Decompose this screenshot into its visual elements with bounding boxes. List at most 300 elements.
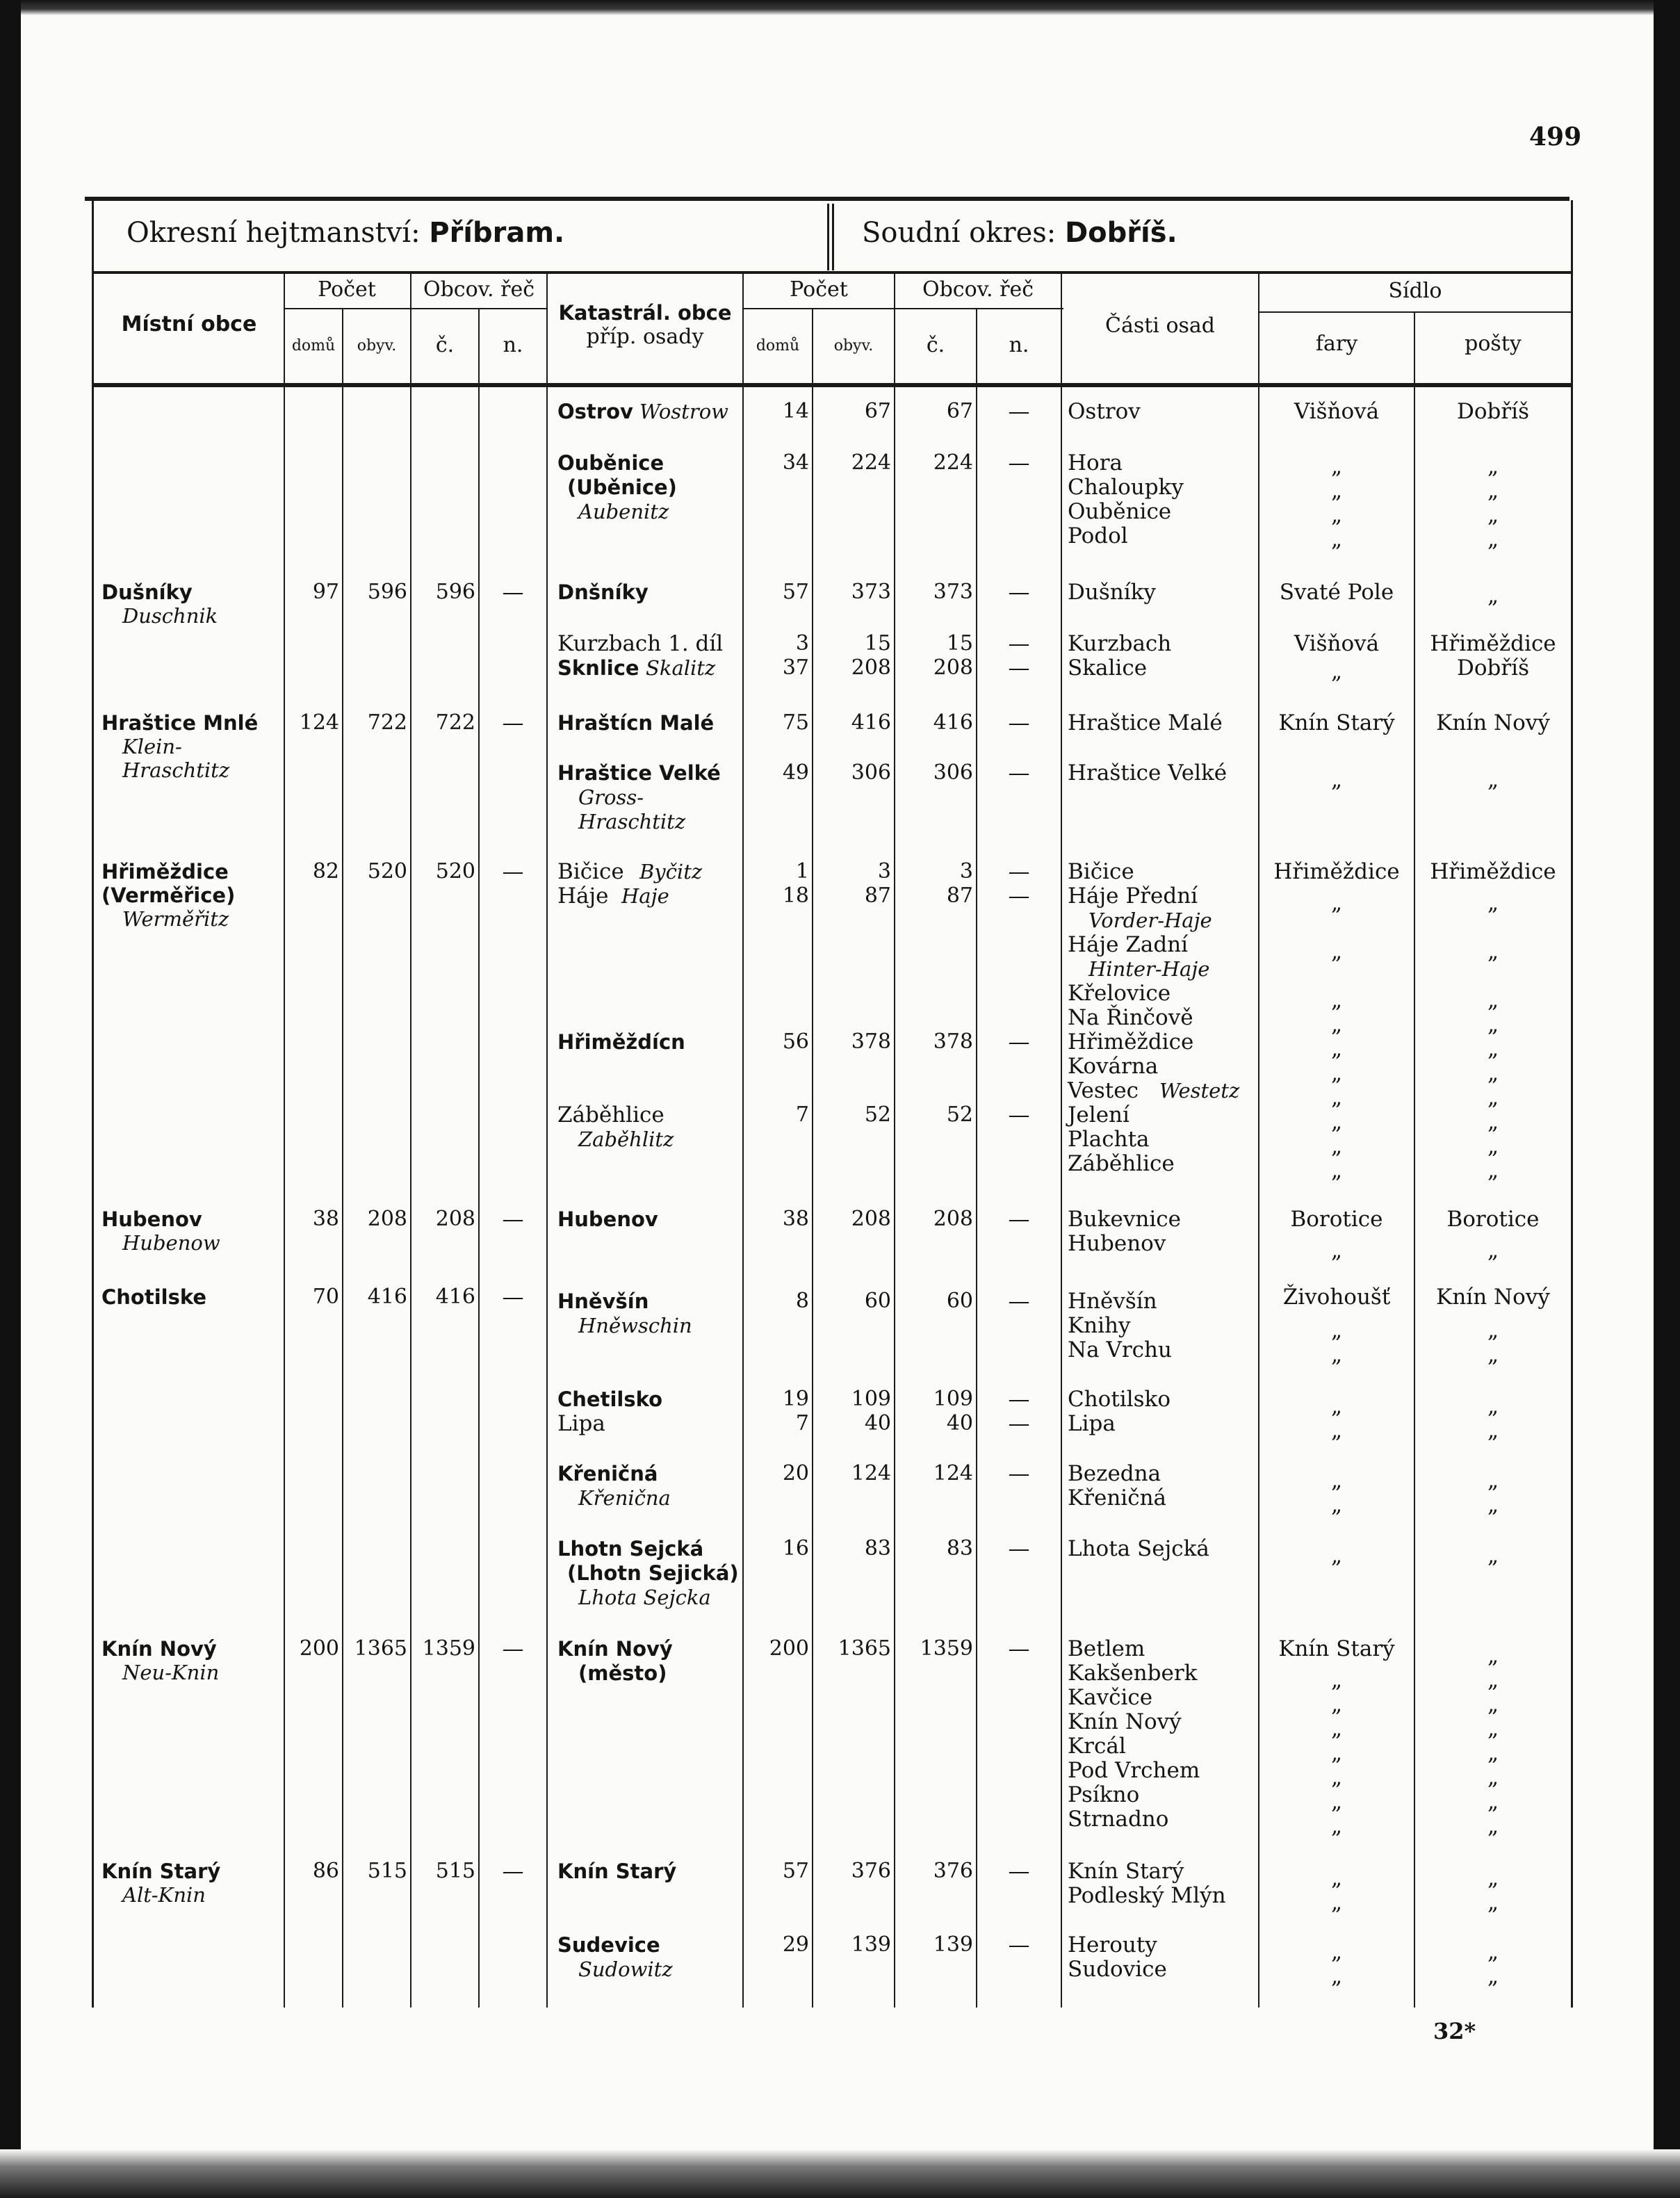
- cell-kdomu: 57: [782, 580, 809, 604]
- cell-kobyv: 15: [864, 631, 891, 656]
- cell-posty: „: [1487, 503, 1499, 528]
- cell-posty: Knín Nový: [1436, 1285, 1550, 1310]
- cell-casti: Knín Starý: [1068, 1859, 1184, 1884]
- cell-kc: 52: [946, 1102, 973, 1127]
- cell-casti: Bezedna: [1068, 1461, 1161, 1486]
- cell-posty: „: [1487, 1643, 1499, 1668]
- cell-casti: Hora: [1068, 450, 1123, 475]
- col-header-obcov-rec: Obcov. řeč: [423, 277, 535, 302]
- col-header-fary: fary: [1315, 332, 1358, 356]
- cell-fary: „: [1330, 1890, 1343, 1915]
- cell-kn: —: [1008, 760, 1030, 785]
- cell-casti2: Westetz: [1159, 1079, 1240, 1102]
- cell-casti: Háje Přední: [1068, 884, 1198, 909]
- cell-oobyv: 1365: [354, 1636, 407, 1661]
- cell-posty: „: [1487, 1814, 1499, 1839]
- cell-casti: Vestec: [1068, 1078, 1139, 1103]
- cell-kdomu: 1: [795, 859, 809, 884]
- cell-casti: Knihy: [1068, 1313, 1131, 1338]
- cell-kat: (Lhotn Sejická): [567, 1561, 739, 1585]
- cell-kdomu: 37: [782, 656, 809, 680]
- cell-kat: Hněwschin: [578, 1314, 692, 1337]
- cell-on: —: [502, 1207, 524, 1232]
- cell-kdomu: 200: [769, 1636, 809, 1661]
- cell-posty: „: [1487, 527, 1499, 552]
- cell-posty: „: [1487, 1468, 1499, 1493]
- cell-fary: „: [1330, 1342, 1343, 1367]
- cell-posty: „: [1487, 1939, 1499, 1964]
- cell-casti: Kavčice: [1068, 1685, 1153, 1710]
- cell-casti: Vorder-Haje: [1088, 909, 1212, 932]
- cell-kc: 40: [946, 1411, 973, 1435]
- cell-on: —: [502, 580, 524, 605]
- cell-posty: Knín Nový: [1436, 710, 1550, 735]
- cell-fary: „: [1330, 1741, 1343, 1766]
- cell-posty: „: [1487, 1964, 1499, 1989]
- cell-kat: Křeničná: [557, 1462, 658, 1485]
- cell-fary: „: [1330, 767, 1343, 792]
- cell-casti: Hubenov: [1068, 1231, 1166, 1256]
- col-header-posty: pošty: [1465, 332, 1522, 356]
- cell-casti: Bičice: [1068, 859, 1134, 884]
- cell-casti: Lhota Sejcká: [1068, 1536, 1209, 1561]
- cell-kobyv: 60: [864, 1289, 891, 1313]
- cell-kdomu: 18: [782, 884, 809, 908]
- scan-edge-left: [0, 0, 21, 2198]
- cell-kat2: Wostrow: [639, 400, 728, 423]
- cell-fary: „: [1330, 1814, 1343, 1839]
- cell-posty: „: [1487, 1492, 1499, 1517]
- cell-kn: —: [1008, 1102, 1030, 1128]
- cell-kdomu: 8: [795, 1289, 809, 1313]
- cell-posty: „: [1487, 1394, 1499, 1419]
- cell-casti: Knín Nový: [1068, 1709, 1182, 1734]
- cell-fary: „: [1330, 988, 1343, 1013]
- cell-kat: Lipa: [557, 1411, 605, 1436]
- cell-fary: „: [1330, 1668, 1343, 1693]
- district-name: Příbram.: [429, 217, 565, 249]
- cell-oc: 722: [435, 710, 475, 735]
- cell-casti: Hraštice Malé: [1068, 710, 1223, 735]
- cell-kat: Dnšníky: [557, 580, 649, 604]
- cell-fary: Višňová: [1294, 399, 1380, 424]
- cell-casti: Kovárna: [1068, 1054, 1159, 1079]
- cell-kat: Ostrov: [557, 400, 633, 423]
- cell-obec: Hubenow: [122, 1231, 220, 1255]
- cell-kat: Hněvšín: [557, 1289, 649, 1313]
- cell-posty: „: [1487, 1158, 1499, 1183]
- cell-obec: (Verměřice): [101, 884, 236, 907]
- cell-fary: „: [1330, 1394, 1343, 1419]
- scan-edge-right: [1654, 0, 1680, 2198]
- cell-fary: „: [1330, 1765, 1343, 1790]
- cell-fary: Knín Starý: [1278, 710, 1395, 735]
- cell-on: —: [502, 1859, 524, 1884]
- cell-kc: 1359: [920, 1636, 973, 1661]
- cell-kc: 124: [933, 1461, 973, 1485]
- cell-kat: (město): [578, 1661, 667, 1685]
- cell-casti: Betlem: [1068, 1636, 1145, 1661]
- cell-casti: Chaloupky: [1068, 475, 1184, 500]
- col-header-obyv-2: obyv.: [833, 337, 874, 355]
- col-header-obyv: obyv.: [357, 337, 397, 355]
- cell-kc: 67: [946, 399, 973, 423]
- cell-posty: Hřiměždice: [1430, 859, 1556, 884]
- cell-oc: 208: [435, 1207, 475, 1231]
- cell-casti: Dušníky: [1068, 580, 1156, 605]
- cell-posty: „: [1487, 1012, 1499, 1037]
- cell-kobyv: 376: [851, 1859, 891, 1883]
- cell-fary: Višňová: [1294, 631, 1380, 656]
- cell-on: —: [502, 1285, 524, 1310]
- col-header-pocet: Počet: [318, 277, 376, 302]
- cell-casti: Lipa: [1068, 1411, 1116, 1436]
- cell-kdomu: 49: [782, 760, 809, 785]
- cell-kdomu: 16: [782, 1536, 809, 1561]
- cell-kat: Knín Nový: [557, 1637, 673, 1661]
- cell-posty: „: [1487, 1418, 1499, 1443]
- cell-posty: Borotice: [1446, 1207, 1540, 1232]
- cell-kn: —: [1008, 399, 1030, 424]
- cell-odomu: 124: [299, 710, 339, 735]
- cell-casti: Krcál: [1068, 1734, 1126, 1759]
- cell-kat: Hraschtitz: [578, 810, 686, 833]
- cell-on: —: [502, 710, 524, 735]
- cell-kdomu: 14: [782, 399, 809, 423]
- cell-fary: „: [1330, 503, 1343, 528]
- cell-kn: —: [1008, 1859, 1030, 1884]
- col-header-domu-2: domů: [756, 337, 800, 355]
- cell-odomu: 70: [312, 1285, 339, 1309]
- district-heading: [127, 217, 564, 249]
- cell-obec: Neu-Knin: [122, 1661, 220, 1684]
- cell-casti: Podleský Mlýn: [1068, 1883, 1226, 1908]
- cell-kat: Lhotn Sejcká: [557, 1537, 704, 1561]
- cell-casti: Záběhlice: [1068, 1151, 1175, 1176]
- sheet-signature: 32*: [1433, 2018, 1476, 2044]
- cell-fary: „: [1330, 1789, 1343, 1814]
- cell-kat2: Skalitz: [646, 656, 716, 680]
- cell-posty: „: [1487, 1692, 1499, 1717]
- cell-posty: Hřiměždice: [1430, 631, 1556, 656]
- cell-kc: 15: [946, 631, 973, 656]
- cell-kn: —: [1008, 1289, 1030, 1314]
- cell-casti: Hřiměždice: [1068, 1029, 1194, 1055]
- cell-kat: (Uběnice): [567, 475, 677, 499]
- cell-obec: Hřiměždice: [101, 860, 229, 884]
- cell-fary: „: [1330, 454, 1343, 479]
- cell-casti: Jelení: [1068, 1102, 1129, 1128]
- col-header-n: n.: [503, 333, 523, 357]
- cell-kobyv: 67: [864, 399, 891, 423]
- cell-casti: Strnadno: [1068, 1807, 1169, 1832]
- cell-casti: Plachta: [1068, 1127, 1150, 1152]
- cell-kn: —: [1008, 884, 1030, 909]
- cell-posty: „: [1487, 1109, 1499, 1134]
- cell-kobyv: 3: [877, 859, 891, 884]
- col-header-pocet-2: Počet: [790, 277, 848, 302]
- cell-fary: „: [1330, 527, 1343, 552]
- cell-kc: 224: [933, 450, 973, 475]
- cell-fary: „: [1330, 1061, 1343, 1086]
- cell-casti: Hraštice Velké: [1068, 760, 1228, 785]
- cell-fary: „: [1330, 1468, 1343, 1493]
- cell-kc: 376: [933, 1859, 973, 1883]
- cell-posty: „: [1487, 1085, 1499, 1110]
- cell-casti: Pod Vrchem: [1068, 1758, 1200, 1783]
- cell-posty: „: [1487, 1134, 1499, 1159]
- cell-casti: Kakšenberk: [1068, 1661, 1198, 1686]
- cell-fary: „: [1330, 659, 1343, 684]
- cell-kat: Lhota Sejcka: [578, 1586, 711, 1609]
- cell-casti: Kurzbach: [1068, 631, 1172, 656]
- cell-kdomu: 34: [782, 450, 809, 475]
- cell-kn: —: [1008, 1029, 1030, 1055]
- cell-casti: Sudovice: [1068, 1957, 1167, 1982]
- col-header-domu: domů: [291, 337, 336, 355]
- cell-posty: „: [1487, 478, 1499, 503]
- court-label: Soudní okres:: [862, 217, 1057, 249]
- cell-kn: —: [1008, 1536, 1030, 1561]
- cell-posty: „: [1487, 1238, 1499, 1263]
- cell-kc: 306: [933, 760, 973, 785]
- cell-kobyv: 416: [851, 710, 891, 735]
- cell-casti: Hinter-Haje: [1088, 957, 1210, 981]
- cell-fary: Knín Starý: [1278, 1636, 1395, 1661]
- cell-fary: „: [1330, 478, 1343, 503]
- cell-oc: 416: [435, 1285, 475, 1309]
- cell-fary: „: [1330, 1716, 1343, 1741]
- cell-kobyv: 109: [851, 1387, 891, 1411]
- cell-fary: Hřiměždice: [1273, 859, 1400, 884]
- cell-kat: Aubenitz: [578, 500, 669, 523]
- cell-fary: „: [1330, 1692, 1343, 1717]
- cell-kn: —: [1008, 1636, 1030, 1661]
- cell-on: —: [502, 1636, 524, 1661]
- cell-fary: „: [1330, 1085, 1343, 1110]
- cell-kat: Hraštícn Malé: [557, 711, 715, 735]
- cell-kn: —: [1008, 1411, 1030, 1436]
- cell-kobyv: 83: [864, 1536, 891, 1561]
- cell-posty: „: [1487, 1543, 1499, 1568]
- cell-posty: „: [1487, 1342, 1499, 1367]
- cell-casti: Herouty: [1068, 1932, 1157, 1957]
- cell-kobyv: 40: [864, 1411, 891, 1435]
- cell-casti: Háje Zadní: [1068, 932, 1189, 957]
- cell-kdomu: 75: [782, 710, 809, 735]
- cell-fary: „: [1330, 1318, 1343, 1343]
- col-header-c-2: č.: [926, 333, 945, 357]
- cell-odomu: 82: [312, 859, 339, 884]
- cell-kobyv: 1365: [838, 1636, 891, 1661]
- cell-kn: —: [1008, 710, 1030, 735]
- cell-posty: „: [1487, 1789, 1499, 1814]
- cell-posty: „: [1487, 1716, 1499, 1741]
- cell-kat: Háje: [557, 884, 609, 909]
- court-name: Dobříš.: [1064, 217, 1177, 249]
- cell-kobyv: 306: [851, 760, 891, 785]
- cell-kdomu: 57: [782, 1859, 809, 1883]
- cell-kat: Sknlice: [557, 656, 639, 680]
- cell-obec: Knín Starý: [101, 1859, 221, 1883]
- cell-posty: „: [1487, 939, 1499, 964]
- cell-kat: Ouběnice: [557, 451, 664, 475]
- cell-odomu: 97: [312, 580, 339, 604]
- cell-oc: 1359: [422, 1636, 475, 1661]
- cell-fary: „: [1330, 890, 1343, 915]
- cell-obec: Chotilske: [101, 1285, 207, 1309]
- cell-obec: Werměřitz: [122, 907, 229, 931]
- cell-kdomu: 20: [782, 1461, 809, 1485]
- cell-fary: „: [1330, 1238, 1343, 1263]
- cell-fary: „: [1330, 1939, 1343, 1964]
- cell-kobyv: 373: [851, 580, 891, 604]
- cell-odomu: 200: [299, 1636, 339, 1661]
- col-header-obcov-rec-2: Obcov. řeč: [922, 277, 1034, 302]
- cell-kdomu: 7: [795, 1102, 809, 1127]
- cell-kat: Hřiměždícn: [557, 1030, 685, 1054]
- cell-casti: Bukevnice: [1068, 1207, 1181, 1232]
- cell-casti: Skalice: [1068, 656, 1148, 681]
- cell-kobyv: 208: [851, 656, 891, 680]
- cell-casti: Na Vrchu: [1068, 1337, 1172, 1362]
- cell-fary: Svaté Pole: [1279, 580, 1394, 605]
- cell-kc: 373: [933, 580, 973, 604]
- col-header-sidlo: Sídlo: [1388, 279, 1442, 303]
- cell-kat: Křenična: [578, 1486, 671, 1510]
- col-header-c: č.: [435, 333, 455, 357]
- cell-oobyv: 596: [367, 580, 407, 604]
- cell-obec: Alt-Knin: [122, 1883, 206, 1907]
- scan-edge-top: [0, 0, 1680, 15]
- cell-oobyv: 416: [367, 1285, 407, 1309]
- cell-kat: Zaběhlitz: [578, 1128, 674, 1151]
- cell-fary: „: [1330, 939, 1343, 964]
- cell-oobyv: 520: [367, 859, 407, 884]
- cell-kat: Hraštice Velké: [557, 761, 721, 785]
- cell-kn: —: [1008, 1932, 1030, 1957]
- cell-kobyv: 378: [851, 1029, 891, 1054]
- cell-casti: Hněvšín: [1068, 1289, 1157, 1314]
- cell-kn: —: [1008, 859, 1030, 884]
- cell-fary: „: [1330, 1492, 1343, 1517]
- col-header-katastral-sub: příp. osady: [586, 325, 704, 349]
- cell-oc: 520: [435, 859, 475, 884]
- cell-posty: „: [1487, 890, 1499, 915]
- cell-kdomu: 29: [782, 1932, 809, 1957]
- col-header-casti-osad: Části osad: [1105, 314, 1215, 338]
- cell-kobyv: 139: [851, 1932, 891, 1957]
- cell-kn: —: [1008, 656, 1030, 681]
- cell-kn: —: [1008, 1461, 1030, 1486]
- cell-kat: Záběhlice: [557, 1102, 664, 1128]
- cell-obec: Knín Nový: [101, 1637, 217, 1661]
- cell-kn: —: [1008, 1207, 1030, 1232]
- cell-kat: Chetilsko: [557, 1387, 663, 1411]
- cell-fary: Živohoušť: [1282, 1285, 1391, 1310]
- cell-oobyv: 722: [367, 710, 407, 735]
- cell-on: —: [502, 859, 524, 884]
- cell-posty: „: [1487, 454, 1499, 479]
- cell-kc: 3: [959, 859, 973, 884]
- cell-fary: „: [1330, 1543, 1343, 1568]
- cell-kc: 208: [933, 656, 973, 680]
- cell-fary: „: [1330, 1036, 1343, 1061]
- cell-posty: „: [1487, 1741, 1499, 1766]
- cell-kat: Knín Starý: [557, 1859, 677, 1883]
- cell-kn: —: [1008, 631, 1030, 656]
- cell-posty: Dobříš: [1456, 399, 1529, 424]
- cell-kobyv: 87: [864, 884, 891, 908]
- cell-oobyv: 208: [367, 1207, 407, 1231]
- cell-oobyv: 515: [367, 1859, 407, 1883]
- cell-casti: Psíkno: [1068, 1782, 1140, 1807]
- cell-casti: Chotilsko: [1068, 1387, 1171, 1412]
- cell-kat2: Haje: [621, 884, 669, 908]
- cell-posty: „: [1487, 988, 1499, 1013]
- cell-fary: Borotice: [1290, 1207, 1383, 1232]
- cell-fary: „: [1330, 1134, 1343, 1159]
- cell-posty: „: [1487, 1890, 1499, 1915]
- cell-kc: 87: [946, 884, 973, 908]
- col-header-mistni-obec: Místní obce: [121, 312, 257, 336]
- cell-oc: 596: [435, 580, 475, 604]
- scan-edge-bottom: [0, 2149, 1680, 2198]
- cell-fary: „: [1330, 1964, 1343, 1989]
- cell-posty: „: [1487, 1036, 1499, 1061]
- col-header-katastral: Katastrál. obce: [558, 301, 732, 325]
- cell-kn: —: [1008, 450, 1030, 475]
- cell-posty: „: [1487, 583, 1499, 608]
- cell-kat: Gross-: [578, 785, 644, 809]
- cell-odomu: 86: [312, 1859, 339, 1883]
- cell-fary: „: [1330, 1418, 1343, 1443]
- cell-posty: „: [1487, 767, 1499, 792]
- cell-kat: Bičice: [557, 859, 624, 884]
- cell-kc: 83: [946, 1536, 973, 1561]
- cell-fary: „: [1330, 1866, 1343, 1891]
- court-heading: [862, 217, 1177, 249]
- cell-posty: „: [1487, 1318, 1499, 1343]
- cell-posty: „: [1487, 1668, 1499, 1693]
- cell-kc: 378: [933, 1029, 973, 1054]
- cell-obec: Hraschtitz: [122, 758, 230, 782]
- cell-kn: —: [1008, 1387, 1030, 1412]
- cell-posty: „: [1487, 1866, 1499, 1891]
- cell-casti: Křelovice: [1068, 981, 1171, 1006]
- cell-kdomu: 7: [795, 1411, 809, 1435]
- cell-kc: 208: [933, 1207, 973, 1231]
- cell-obec: Klein-: [122, 735, 182, 758]
- cell-kc: 109: [933, 1387, 973, 1411]
- cell-kobyv: 208: [851, 1207, 891, 1231]
- cell-posty: Dobříš: [1456, 656, 1529, 681]
- cell-posty: „: [1487, 1061, 1499, 1086]
- cell-casti: Na Řinčově: [1068, 1005, 1193, 1030]
- cell-oc: 515: [435, 1859, 475, 1883]
- cell-kc: 60: [946, 1289, 973, 1313]
- cell-kc: 416: [933, 710, 973, 735]
- cell-casti: Ouběnice: [1068, 499, 1172, 524]
- cell-obec: Duschnik: [122, 604, 218, 628]
- cell-kn: —: [1008, 580, 1030, 605]
- cell-kc: 139: [933, 1932, 973, 1957]
- col-header-n-2: n.: [1009, 333, 1029, 357]
- cell-casti: Podol: [1068, 523, 1128, 548]
- cell-casti: Ostrov: [1068, 399, 1141, 424]
- cell-kdomu: 3: [795, 631, 809, 656]
- cell-kdomu: 19: [782, 1387, 809, 1411]
